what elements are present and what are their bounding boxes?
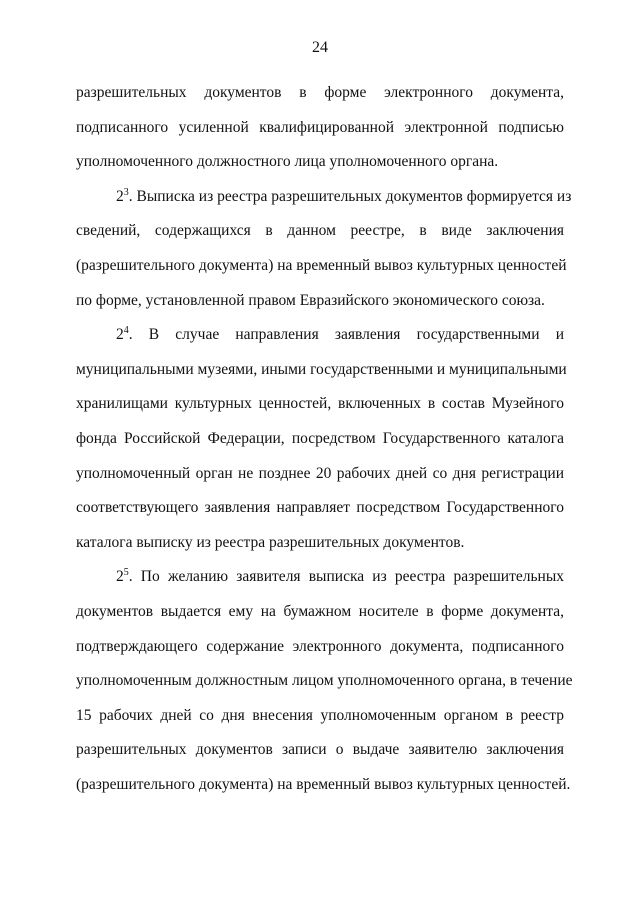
text-line: уполномоченного должностного лица уполномоченного органа.	[76, 153, 499, 171]
clause-superscript: 5	[123, 567, 129, 579]
clause-superscript: 3	[123, 186, 129, 198]
text-line: 15 рабочих дней со дня внесения уполномоченным органом в реестр	[76, 706, 564, 724]
text-line: уполномоченный орган не позднее 20 рабочих дней со дня регистрации	[76, 464, 564, 482]
text-line: каталога выписку из реестра разрешительных документов.	[76, 533, 465, 551]
text-line: разрешительных документов в форме электронного документа,	[76, 84, 564, 101]
text-line	[76, 318, 564, 353]
page-number: 24	[312, 39, 328, 56]
text-line: подтверждающего содержание электронного документа, подписанного	[76, 637, 564, 655]
text-line: муниципальными музеями, иными государственными и муниципальными	[76, 360, 567, 378]
text-line: по форме, установленной правом Евразийского экономического союза.	[76, 291, 545, 309]
text-line: сведений, содержащихся в данном реестре, в виде заключения	[76, 222, 564, 240]
text-line	[76, 180, 572, 215]
clause-number: 2	[116, 326, 124, 344]
text-line: (разрешительного документа) на временный вывоз культурных ценностей	[76, 256, 567, 274]
paragraph-2-3	[76, 180, 572, 318]
text-line: документов выдается ему на бумажном носителе в форме документа,	[76, 602, 564, 620]
text-line	[76, 560, 564, 595]
text-line: фонда Российской Федерации, посредством Государственного каталога	[76, 429, 564, 447]
text-line: разрешительных документов записи о выдаче заявителю заключения	[76, 741, 564, 759]
paragraph-continuation	[76, 76, 564, 180]
text-line-content: . В случае направления заявления государственными и	[128, 326, 564, 344]
paragraph-2-5	[76, 560, 573, 802]
text-line: подписанного усиленной квалифицированной электронной подписью	[76, 118, 564, 136]
text-line: уполномоченным должностным лицом уполномоченного органа, в течение	[76, 672, 573, 690]
text-line-content: . Выписка из реестра разрешительных документов формируется из	[128, 187, 572, 205]
document-body	[76, 76, 573, 802]
clause-number: 2	[116, 187, 124, 205]
text-line-content: . По желанию заявителя выписка из реестра разрешительных	[128, 568, 564, 586]
text-line: хранилищами культурных ценностей, включенных в состав Музейного	[76, 395, 564, 413]
clause-superscript: 4	[123, 325, 129, 337]
clause-number: 2	[116, 568, 124, 586]
text-line: (разрешительного документа) на временный вывоз культурных ценностей.	[76, 775, 571, 793]
paragraph-2-4	[76, 318, 567, 560]
text-line: соответствующего заявления направляет посредством Государственного	[76, 499, 564, 517]
